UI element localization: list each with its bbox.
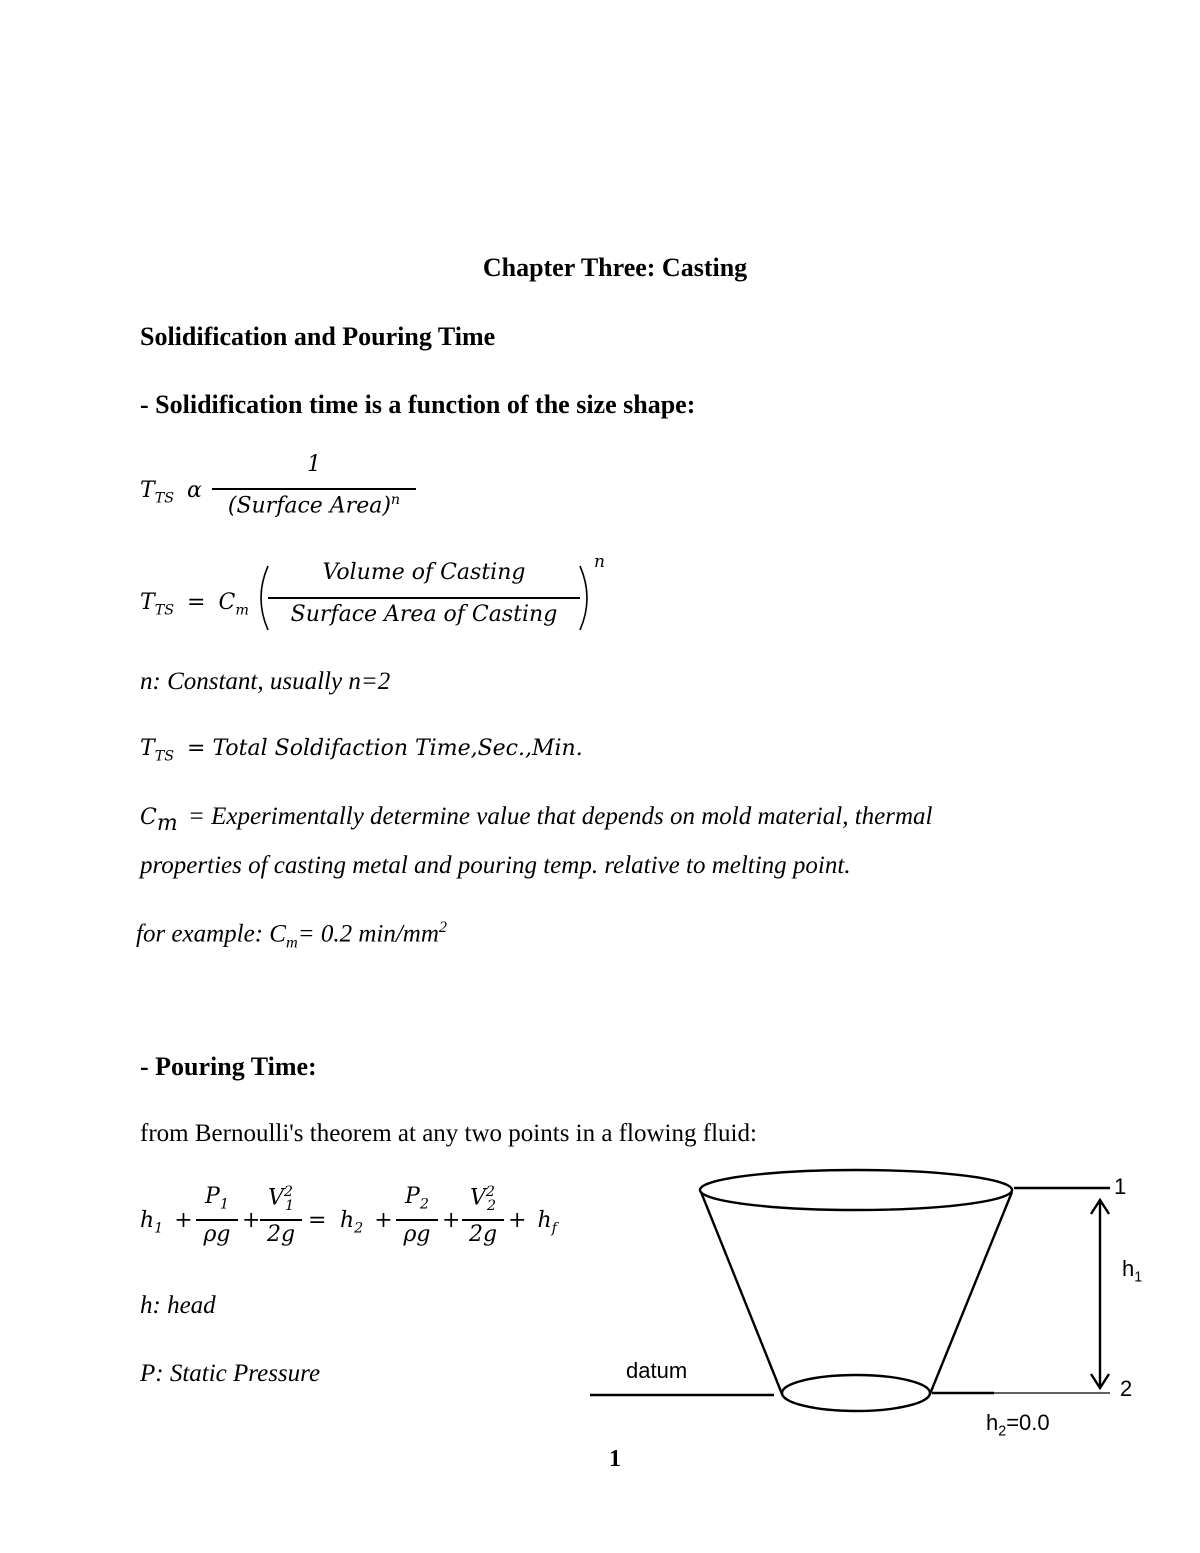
- pouring-diagram: [580, 1160, 1180, 1450]
- eq2-numerator: Volume of Casting: [322, 560, 526, 585]
- cm-definition-line1: $C_m$ = Experimentally determine value that depends on mold material, thermal: [140, 803, 933, 836]
- bullet-pouring: - Pouring Time:: [140, 1052, 317, 1081]
- bernoulli-h2: $h_2$ +: [340, 1208, 393, 1237]
- page-number: 1: [609, 1446, 621, 1472]
- page-title: Chapter Three: Casting: [482, 253, 748, 282]
- bernoulli-intro: from Bernoulli's theorem at any two points in a flowing fluid:: [140, 1120, 757, 1147]
- bernoulli-h1: $h_1$ +: [140, 1208, 193, 1237]
- diagram-label-h1: $h_1$: [1122, 1256, 1143, 1286]
- eq2-lhs: $T_{TS} = C_m$: [140, 590, 249, 619]
- bernoulli-plus-2: +: [442, 1208, 461, 1233]
- n-definition: n: Constant, usually n=2: [140, 668, 391, 695]
- bernoulli-equals: =: [308, 1208, 327, 1233]
- bullet-solidification: - Solidification time is a function of the size shape:: [140, 390, 696, 419]
- eq2-denominator: Surface Area of Casting: [290, 602, 558, 627]
- section-heading: Solidification and Pouring Time: [140, 322, 496, 351]
- cup-bottom-ellipse: [782, 1375, 930, 1411]
- bernoulli-plus-1: +: [242, 1208, 261, 1233]
- cm-definition-line2: properties of casting metal and pouring temp. relative to melting point.: [140, 852, 851, 879]
- eq2-fraction: [266, 560, 582, 627]
- cup-top-ellipse: [700, 1170, 1012, 1210]
- bernoulli-p2-frac: $P_2$ ρg: [396, 1184, 438, 1247]
- diagram-label-h2: $h_2=0.0$: [986, 1410, 1050, 1440]
- diagram-label-1: 1: [1114, 1174, 1127, 1199]
- eq1-fraction: [210, 452, 418, 518]
- cm-example: for example: $C_m= 0.2$ $\min/mm^2$: [136, 918, 448, 952]
- h-definition: h: head: [140, 1292, 216, 1319]
- eq2-right-paren: [576, 562, 596, 634]
- p-definition: P: Static Pressure: [140, 1360, 321, 1387]
- eq1-denominator: (Surface Area)$^n$: [227, 492, 401, 519]
- bernoulli-v2-frac: $V^2_2$ 2g: [462, 1184, 504, 1247]
- bernoulli-p1-frac: $P_1$ ρg: [196, 1184, 238, 1247]
- bernoulli-v1-frac: $V^2_1$ 2g: [260, 1184, 302, 1247]
- tts-definition: $T_{TS}$ = Total Soldifaction Time,Sec.,Min.: [140, 736, 583, 765]
- bernoulli-hf: + $h_f$: [508, 1208, 557, 1237]
- eq1-numerator: 1: [307, 452, 321, 477]
- cup-right-side: [930, 1192, 1012, 1394]
- eq2-exponent: n: [594, 552, 605, 572]
- diagram-label-datum: datum: [626, 1358, 688, 1383]
- diagram-label-2: 2: [1120, 1376, 1133, 1401]
- eq1-lhs: $T_{TS}$ α: [140, 478, 202, 507]
